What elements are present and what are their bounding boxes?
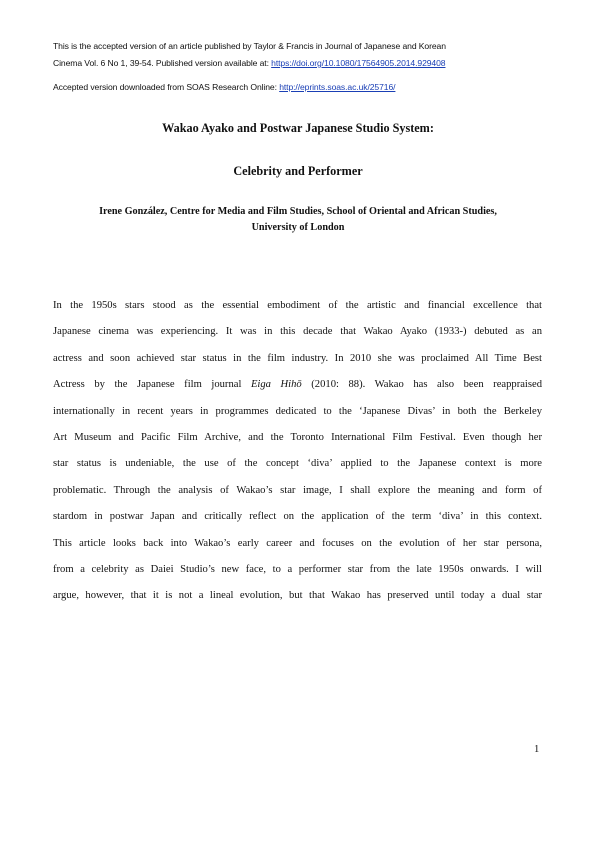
publication-note-line2: [53, 55, 548, 72]
body-line-end: (2010: 88). Wakao has also been reappraised: [301, 379, 542, 391]
author-affiliation-line1: Irene González, Centre for Media and Film Studies, School of Oriental and African Studies,: [99, 206, 497, 217]
author-affiliation-line2: University of London: [251, 222, 345, 233]
body-paragraph: [53, 299, 542, 616]
article-subtitle: Celebrity and Performer: [233, 164, 363, 178]
page-number: 1: [534, 744, 540, 755]
body-line: This article looks back into Wakao’s early career and focuses on the evolution of her star persona,: [53, 537, 542, 549]
publication-note: [53, 38, 548, 72]
body-line: Japanese cinema was experiencing. It was in this decade that Wakao Ayako (1933-) debuted as an: [53, 326, 542, 338]
body-line: [53, 378, 542, 404]
body-line: argue, however, that it is not a lineal evolution, but that Wakao has preserved until today a dual star: [53, 590, 542, 602]
body-line: problematic. Through the analysis of Wakao’s star image, I shall explore the meaning and form of: [53, 484, 542, 496]
publication-note-prefix: Cinema Vol. 6 No 1, 39-54. Published version available at:: [53, 58, 272, 68]
body-line: internationally in recent years in programmes dedicated to the ‘Japanese Divas’ in both the Berkeley: [53, 405, 542, 417]
author-affiliation: [53, 204, 543, 236]
article-title: Wakao Ayako and Postwar Japanese Studio System:: [162, 121, 434, 135]
body-line-start: Actress by the Japanese film journal: [53, 379, 251, 391]
journal-name: Eiga Hihō: [250, 379, 302, 391]
body-line: star status is undeniable, the use of the concept ‘diva’ applied to the Japanese context is more: [53, 458, 542, 470]
body-line: from a celebrity as Daiei Studio’s new face, to a performer star from the late 1950s onwards. I will: [53, 563, 542, 575]
body-line: In the 1950s stars stood as the essential embodiment of the artistic and financial excellence that: [53, 300, 542, 311]
doi-link[interactable]: https://doi.org/10.1080/17564905.2014.929408: [271, 58, 446, 68]
publication-note-line1: This is the accepted version of an article published by Taylor & Francis in Journal of Japanese and Korean: [53, 41, 446, 51]
body-line: stardom in postwar Japan and critically reflect on the application of the term ‘diva’ in this context.: [53, 511, 542, 523]
download-note: [53, 79, 548, 96]
download-note-prefix: Accepted version downloaded from SOAS Research Online:: [53, 82, 280, 92]
eprints-link[interactable]: http://eprints.soas.ac.uk/25716/: [279, 82, 396, 92]
body-line: actress and soon achieved star status in the film industry. In 2010 she was proclaimed All Time Best: [53, 352, 542, 364]
body-line: Art Museum and Pacific Film Archive, and the Toronto International Film Festival. Even though her: [53, 431, 542, 443]
